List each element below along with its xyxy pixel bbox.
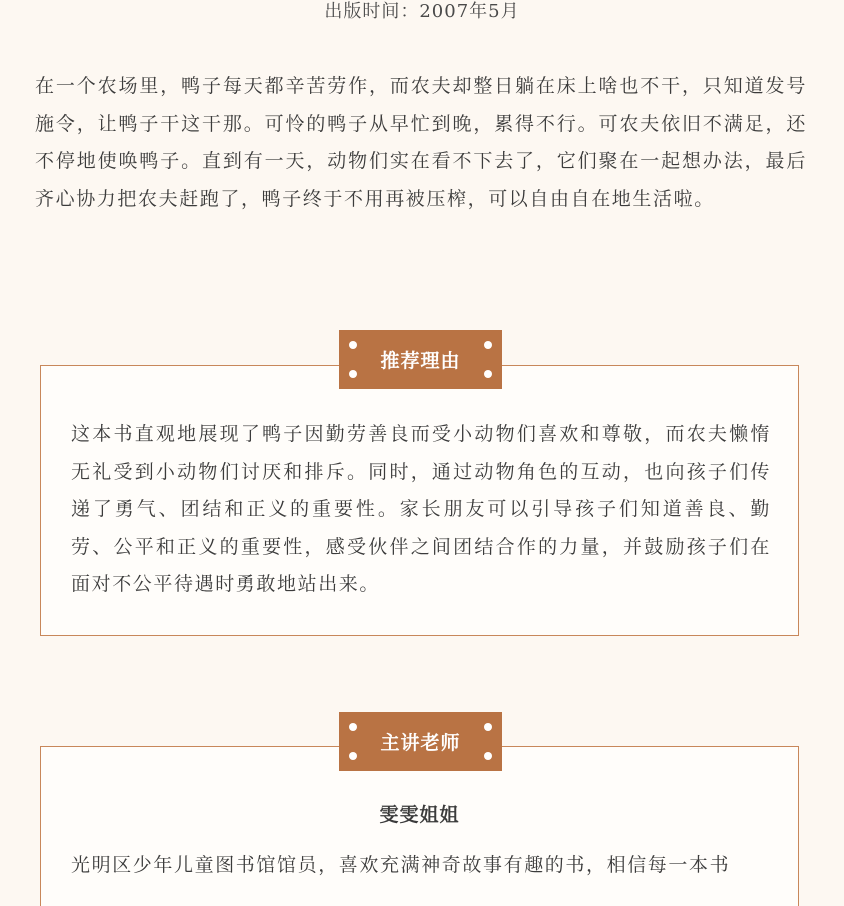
decorative-dot-icon: [349, 370, 357, 378]
recommendation-text: 这本书直观地展现了鸭子因勤劳善良而受小动物们喜欢和尊敬，而农夫懒惰无礼受到小动物们讨厌和排斥。同时，通过动物角色的互动，也向孩子们传递了勇气、团结和正义的重要性。家长朋友可以引导孩子们知道善良、勤劳、公平和正义的重要性，感受伙伴之间团结合作的力量，并鼓励孩子们在面对不公平待遇时勇敢地站出来。: [71, 423, 771, 596]
decorative-dot-icon: [484, 752, 492, 760]
decorative-dot-icon: [349, 723, 357, 731]
book-summary: 在一个农场里，鸭子每天都辛苦劳作，而农夫却整日躺在床上啥也不干，只知道发号施令，让鸭子干这干那。可怜的鸭子从早忙到晚，累得不行。可农夫依旧不满足，还不停地使唤鸭子。直到有一天，动物们实在看不下去了，它们聚在一起想办法，最后齐心协力把农夫赶跑了，鸭子终于不用再被压榨，可以自由自在地生活啦。: [35, 75, 807, 210]
publication-date: 出版时间：2007年5月: [324, 1, 520, 22]
decorative-dot-icon: [484, 341, 492, 349]
decorative-dot-icon: [484, 723, 492, 731]
recommendation-title-label: 推荐理由: [380, 350, 461, 372]
decorative-dot-icon: [484, 370, 492, 378]
teacher-section-title: [339, 712, 502, 771]
teacher-name: 雯雯姐姐: [379, 804, 460, 826]
teacher-bio: 光明区少年儿童图书馆馆员，喜欢充满神奇故事有趣的书，相信每一本书: [71, 854, 731, 876]
decorative-dot-icon: [349, 752, 357, 760]
teacher-title-label: 主讲老师: [380, 732, 461, 754]
decorative-dot-icon: [349, 341, 357, 349]
recommendation-section-title: [339, 330, 502, 389]
